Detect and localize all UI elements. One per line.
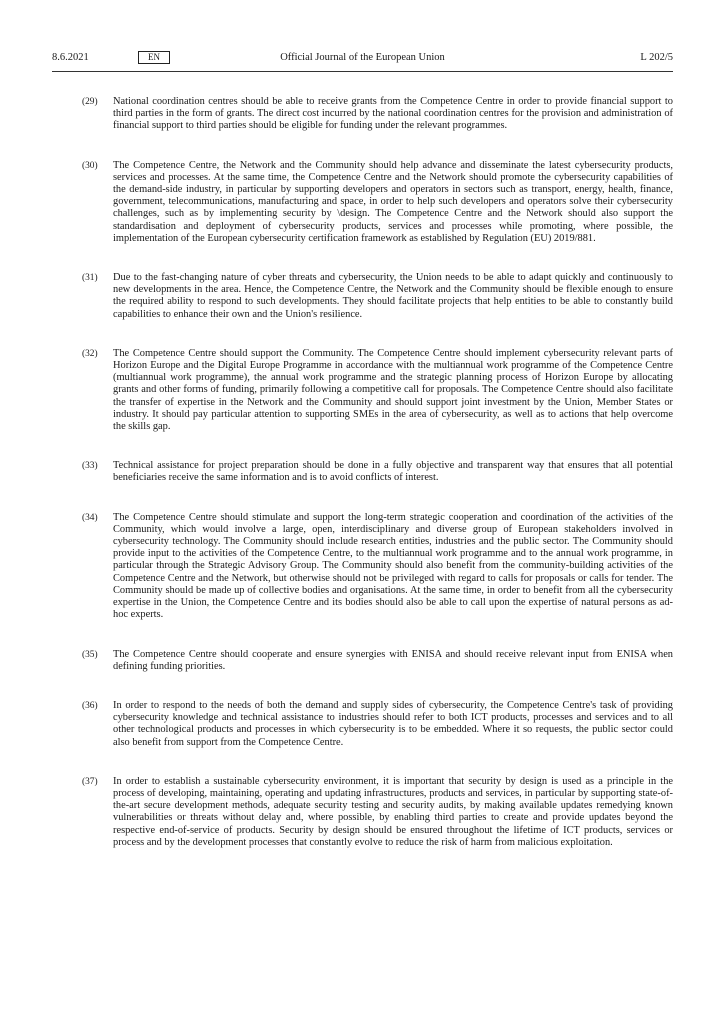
recital-text: National coordination centres should be able to receive grants from the Competence Centre in order to provide financial support to third parties in the form of grants. The direct cost incurred by the national coordination centres for the provision and administration of financial support to third parties should be eligible for funding under the relevant programmes.	[113, 96, 673, 132]
recital-33	[52, 460, 673, 484]
page-reference: L 202/5	[640, 52, 673, 63]
recital-number: (31)	[82, 273, 98, 284]
publication-date: 8.6.2021	[52, 52, 89, 63]
recital-31	[52, 272, 673, 321]
recital-32	[52, 348, 673, 433]
header-divider	[52, 71, 673, 72]
recital-35	[52, 649, 673, 673]
recital-number: (32)	[82, 348, 98, 359]
recital-text: In order to respond to the needs of both the demand and supply sides of cybersecurity, the Competence Centre's task of providing cybersecurity knowledge and technical assistance to industries should refer to both ICT products, processes and services and to all other technological products and processes in which cybersecurity is to be embedded. Where it so requests, the public sector could also benefit from support from the Competence Centre.	[113, 699, 673, 748]
journal-title: Official Journal of the European Union	[280, 52, 445, 63]
recital-36	[52, 700, 673, 749]
recital-number: (30)	[82, 160, 98, 171]
recital-text: The Competence Centre should cooperate and ensure synergies with ENISA and should receive relevant input from ENISA when defining funding priorities.	[113, 648, 673, 672]
language-badge: EN	[138, 51, 170, 64]
recital-text: In order to establish a sustainable cybersecurity environment, it is important that security by design is used as a principle in the process of developing, maintaining, operating and updating infrastructures, products and services, in particular by supporting state-of-the-art secure development methods, adequate security testing and security audits, by making available updates remedying known vulnerabilities or threats without delay and, where possible, by enabling third parties to create and provide updates beyond the respective end-of-service of products. Security by design should be ensured throughout the lifetime of ICT products, services or process and by the development processes that constantly evolve to reduce the risk of harm from malicious exploitation.	[113, 775, 673, 848]
recitals-list	[52, 96, 673, 849]
recital-text: Due to the fast-changing nature of cyber threats and cybersecurity, the Union needs to be able to adapt quickly and continuously to new developments in the area. Hence, the Competence Centre, the Network and the Community should be flexible enough to ensure the required ability to respond to such developments. They should facilitate projects that help entities to be able to constantly build capabilities to enhance their own and the Union's resilience.	[113, 272, 673, 320]
recital-number: (34)	[82, 512, 98, 523]
recital-text: Technical assistance for project preparation should be done in a fully objective and transparent way that ensures that all potential beneficiaries receive the same information and is to avoid conflicts of interest.	[113, 460, 673, 484]
recital-30	[52, 160, 673, 245]
recital-number: (33)	[82, 461, 98, 472]
recital-number: (37)	[82, 776, 98, 787]
recital-number: (29)	[82, 97, 98, 107]
recital-29	[52, 96, 673, 133]
recital-number: (36)	[82, 700, 98, 711]
recital-text: The Competence Centre, the Network and the Community should help advance and disseminate the latest cybersecurity products, services and processes. At the same time, the Competence Centre and the Network should promote the cybersecurity capabilities of the demand-side industry, in particular by supporting developers and operators in sectors such as transport, energy, health, finance, government, telecommunications, manufacturing and space, in order to help such developers and operators solve their cybersecurity challenges, such as by implementing security by \design. The Competence Centre and the Network should also support the standardisation and deployment of cybersecurity products, services and processes while promoting, where possible, the implementation of the European cybersecurity certification framework as established by Regulation (EU) 2019/881.	[113, 159, 673, 244]
recital-text: The Competence Centre should support the Community. The Competence Centre should implement cybersecurity relevant parts of Horizon Europe and the Digital Europe Programme in accordance with the multiannual work programme of the Competence Centre (multiannual work programme), the annual work programme and the strategic planning process of Horizon Europe by allocating grants and other forms of funding, primarily following a competitive call for proposals. The Competence Centre should also facilitate the transfer of expertise in the Network and the Community and should support joint investment by the Union, Member States or industry. It should pay particular attention to supporting SMEs in the area of cybersecurity, as well as to actions that help overcome the skills gap.	[113, 347, 673, 433]
recital-text: The Competence Centre should stimulate and support the long-term strategic cooperation and coordination of the activities of the Community, which would involve a large, open, interdisciplinary and diverse group of European stakeholders involved in cybersecurity technology. The Community should include research entities, industries and the public sector. The Community should provide input to the activities of the Competence Centre, to the multiannual work programme and to the annual work programme, in particular through the Strategic Advisory Group. The Community should also benefit from the community-building activities of the Competence Centre and the Network, but otherwise should not be privileged with regard to calls for proposals or calls for tender. The Community should be made up of collective bodies and organisations. At the same time, in order to benefit from all the cybersecurity expertise in the Union, the Competence Centre and its bodies should also be able to call upon the expertise of natural persons as ad-hoc experts.	[113, 511, 673, 621]
recital-37	[52, 776, 673, 849]
page-header	[52, 52, 673, 72]
recital-number: (35)	[82, 649, 98, 660]
recital-34	[52, 512, 673, 622]
